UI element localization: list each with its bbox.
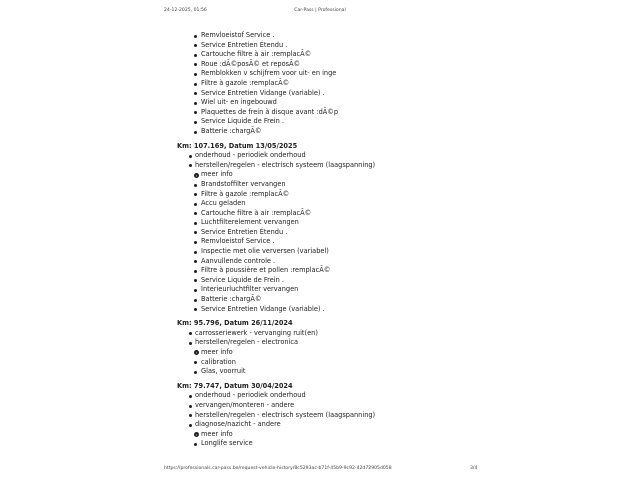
more-info-label: meer info: [201, 170, 233, 179]
page-number: 3/4: [470, 466, 478, 471]
record-title: Km: 95.796, Datum 26/11/2024: [177, 319, 293, 328]
list-item: Glas, voorruit: [177, 367, 477, 377]
list-item: Service Entretien Vidange (variable) .: [177, 305, 477, 315]
list-item: Filtre à gazole :remplacÃ©: [177, 190, 477, 200]
list-item: Remvloeistof Service .: [177, 31, 477, 41]
list-item: diagnose/nazicht - andere: [177, 420, 477, 430]
list-item: Remblokken v schijfrem voor uit- en inge: [177, 69, 477, 79]
more-info-toggle[interactable]: [177, 430, 477, 440]
list-item: Longlife service: [177, 439, 477, 449]
record-items: [177, 151, 477, 170]
list-item: Interieurluchtfilter vervangen: [177, 285, 477, 295]
list-item: Service Liquide de Frein .: [177, 117, 477, 127]
list-item: Service Liquide de Frein .: [177, 276, 477, 286]
list-item: Plaquettes de frein à disque avant :dÃ©p: [177, 108, 477, 118]
list-item: carrosseriewerk - vervanging ruit(en): [177, 329, 477, 339]
list-item: Cartouche filtre à air :remplacÃ©: [177, 50, 477, 60]
list-item: Roue :dÃ©posÃ© et reposÃ©: [177, 60, 477, 70]
history-record: [177, 382, 477, 449]
list-item: herstellen/regelen - electrisch systeem (laagspanning): [177, 411, 477, 421]
list-item: Batterie :chargÃ©: [177, 127, 477, 137]
list-item: herstellen/regelen - electronica: [177, 338, 477, 348]
record-items: [177, 329, 477, 348]
list-item: Service Entretien Étendu .: [177, 41, 477, 51]
list-item: Remvloeistof Service .: [177, 237, 477, 247]
list-item: vervangen/monteren - andere: [177, 401, 477, 411]
history-record: [177, 319, 477, 377]
list-item: Service Entretien Étendu .: [177, 228, 477, 238]
print-datetime: 24-12-2025, 01:56: [164, 8, 207, 13]
top-detail-list: [177, 31, 477, 137]
list-item: calibration: [177, 358, 477, 368]
history-content: [177, 31, 477, 449]
more-info-label: meer info: [201, 429, 233, 438]
page-url: https://professionals.car-pass.be/request-vehicle-history/8c5293ac-b71f-45b9-9c92-42d72905d058: [164, 466, 392, 471]
list-item: Filtre à gazole :remplacÃ©: [177, 79, 477, 89]
list-item: Inspectie met olie verversen (variabel): [177, 247, 477, 257]
list-item: Accu geladen: [177, 199, 477, 209]
record-title: Km: 79.747, Datum 30/04/2024: [177, 381, 293, 390]
record-details: [177, 439, 477, 449]
record-items: [177, 391, 477, 429]
info-icon: ›: [195, 350, 198, 356]
list-item: Wiel uit- en ingebouwd: [177, 98, 477, 108]
list-item: Brandstoffilter vervangen: [177, 180, 477, 190]
list-item: herstellen/regelen - electrisch systeem (laagspanning): [177, 161, 477, 171]
list-item: Batterie :chargÃ©: [177, 295, 477, 305]
info-icon: ›: [195, 172, 198, 178]
page-title: Car-Pass | Professional: [294, 8, 346, 13]
list-item: onderhoud - periodiek onderhoud: [177, 391, 477, 401]
list-item: Cartouche filtre à air :remplacÃ©: [177, 209, 477, 219]
list-item: onderhoud - periodiek onderhoud: [177, 151, 477, 161]
record-details: [177, 358, 477, 377]
list-item: Luchtfilterelement vervangen: [177, 218, 477, 228]
history-record: [177, 142, 477, 315]
record-title: Km: 107.169, Datum 13/05/2025: [177, 141, 298, 150]
list-item: Filtre à poussière et pollen :remplacÃ©: [177, 266, 477, 276]
more-info-label: meer info: [201, 348, 233, 356]
list-item: Aanvullende controle .: [177, 257, 477, 267]
record-details: [177, 180, 477, 314]
more-info-toggle[interactable]: [177, 170, 477, 180]
info-icon: ›: [195, 432, 198, 438]
list-item: Service Entretien Vidange (variable) .: [177, 89, 477, 99]
more-info-toggle[interactable]: [177, 348, 477, 358]
